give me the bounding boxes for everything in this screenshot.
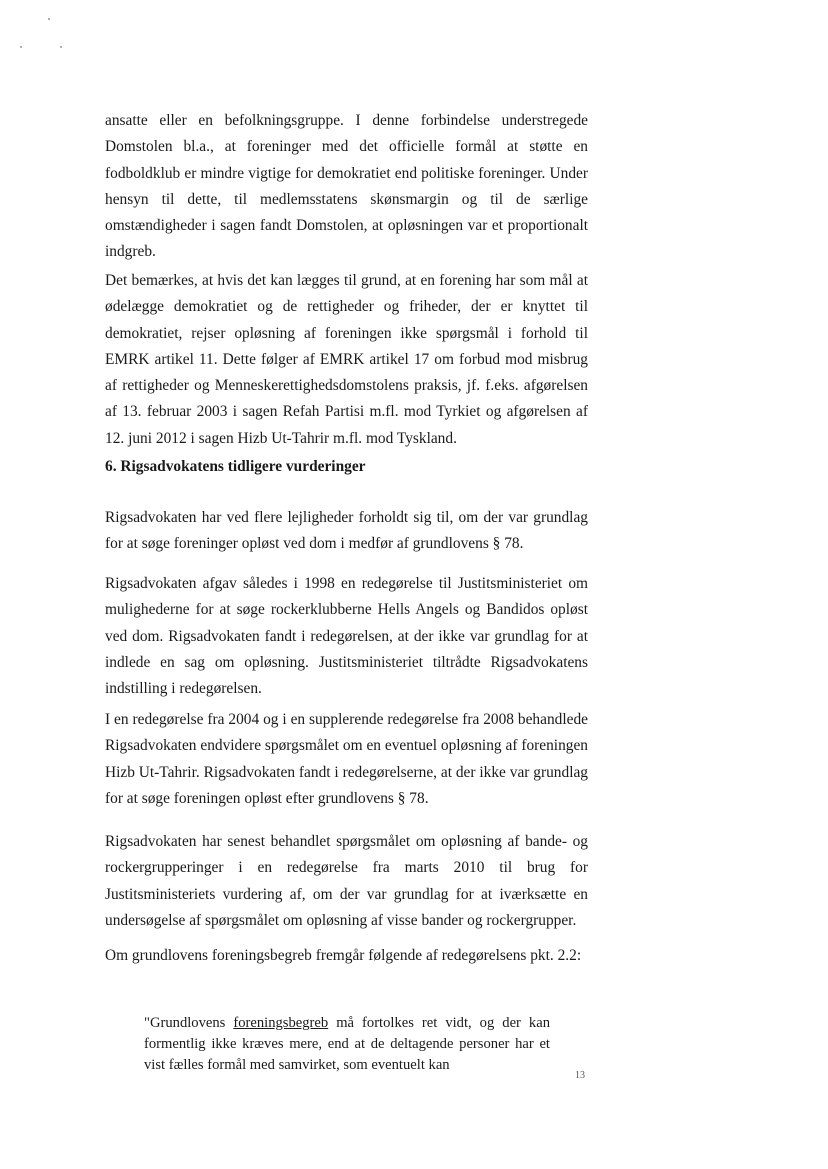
- scan-speck: [48, 18, 50, 20]
- paragraph-emrk: Det bemærkes, at hvis det kan lægges til grund, at en forening har som mål at ødelægge demokratiet og de rettigheder og friheder, der er knyttet til demokratiet, rejser opløsning af foreningen ikke spørgsmål i forhold til EMRK artikel 11. Dette følger af EMRK artikel 17 om forbud mod misbrug af rettigheder og Menneskerettighedsdomstolens praksis, jf. f.eks. afgørelsen af 13. februar 2003 i sagen Refah Partisi m.fl. mod Tyrkiet og afgørelsen af 12. juni 2012 i sagen Hizb Ut-Tahrir m.fl. mod Tyskland.: [105, 272, 588, 447]
- paragraph-1998: Rigsadvokaten afgav således i 1998 en redegørelse til Justitsministeriet om mulighederne for at søge rockerklubberne Hells Angels og Bandidos opløst ved dom. Rigsadvokaten fandt i redegørelsen, at der ikke var grundlag for at indlede en sag om opløsning. Justitsministeriet tiltrådte Rigsadvokatens indstilling i redegørelsen.: [105, 575, 588, 698]
- paragraph-2010: Rigsadvokaten har senest behandlet spørgsmålet om opløsning af bande- og rockergrupperinger i en redegørelse fra marts 2010 til brug for Justitsministeriets vurdering af, om der var grundlag for at iværksætte en undersøgelse af spørgsmålet om opløsning af visse bander og rockergrupper.: [105, 833, 588, 929]
- paragraph-2004-2008: I en redegørelse fra 2004 og i en supplerende redegørelse fra 2008 behandlede Rigsadvokaten endvidere spørgsmålet om en eventuel opløsning af foreningen Hizb Ut-Tahrir. Rigsadvokaten fandt i redegørelserne, at der ikke var grundlag for at søge foreningen opløst efter grundlovens § 78.: [105, 711, 588, 807]
- block-quote: [144, 1013, 550, 1076]
- paragraph-continuation: ansatte eller en befolkningsgruppe. I denne forbindelse understregede Domstolen bl.a., at foreninger med det officielle formål at støtte en fodboldklub er mindre vigtige for demokratiet end politiske foreninger. Under hensyn til dette, til medlemsstatens skønsmargin og til de særlige omstændigheder i sagen fandt Domstolen, at opløsningen var et proportionalt indgreb.: [105, 112, 588, 261]
- quote-text-end: må fortolkes ret vidt, og der kan formentlig ikke kræves mere, end at de deltagende personer har et vist fælles formål med samvirket, som eventuelt kan: [144, 1015, 550, 1073]
- scan-speck: [60, 46, 62, 48]
- section-heading: 6. Rigsadvokatens tidligere vurderinger: [105, 458, 366, 475]
- quote-text-start: "Grundlovens: [144, 1015, 234, 1031]
- scan-speck: [20, 46, 22, 48]
- paragraph-intro: Rigsadvokaten har ved flere lejligheder forholdt sig til, om der var grundlag for at søge foreninger opløst ved dom i medfør af grundlovens § 78.: [105, 509, 588, 553]
- page-number: 13: [575, 1070, 585, 1081]
- paragraph-foreningsbegreb: Om grundlovens foreningsbegreb fremgår følgende af redegørelsens pkt. 2.2:: [105, 947, 582, 964]
- quote-underlined-term: foreningsbegreb: [233, 1015, 329, 1031]
